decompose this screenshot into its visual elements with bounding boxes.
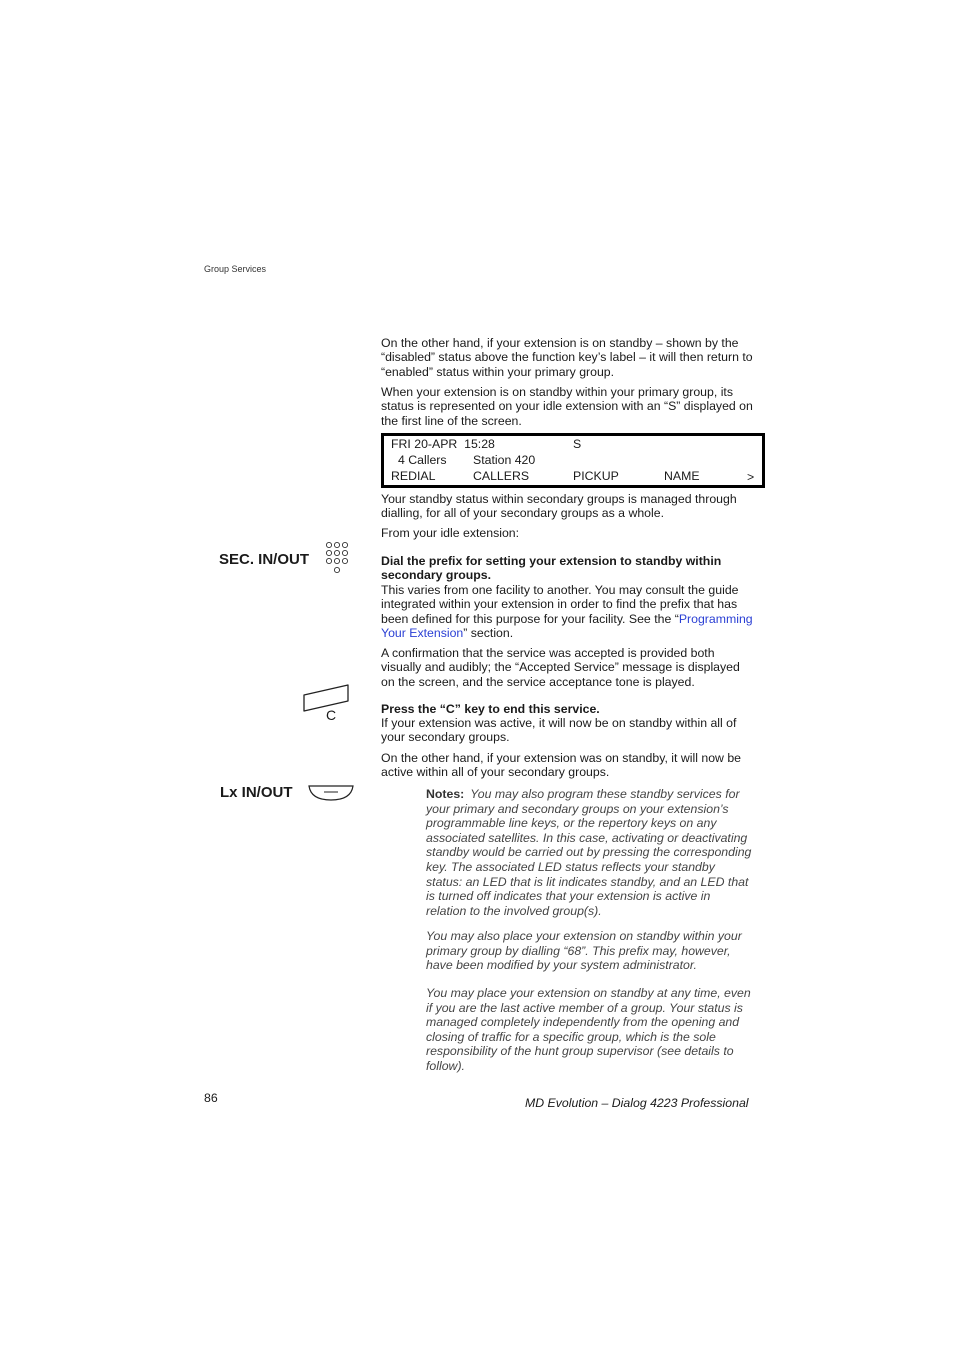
- display-status: S: [573, 437, 582, 451]
- phone-display: [381, 433, 765, 488]
- paragraph-standby-return: On the other hand, if your extension is on standby – shown by the “disabled” status above the function key’s label – it will then return to “enabled” status within your primary group.: [381, 336, 753, 379]
- display-callers: 4 Callers: [398, 453, 447, 467]
- section-header: Group Services: [204, 264, 267, 274]
- notes-label: Notes:: [426, 787, 465, 801]
- softkey-name: NAME: [664, 469, 700, 483]
- paragraph-secondary-groups: Your standby status within secondary groups is managed through dialling, for all of your secondary groups as a whole.: [381, 492, 737, 521]
- note-1: Notes: You may also program these standby services for your primary and secondary groups on your extension’s programmable line keys, or the repertory keys on any associated satellites. In this case, activating or deactivating standby would be carried out by pressing the corresponding key. The associated LED status reflects your standby status: an LED that is lit indicates standby, and an LED that is turned off indicates that your extension is active in relation to the involved group(s).: [426, 787, 752, 918]
- line-key-icon: [307, 783, 355, 803]
- step1-description: This varies from one facility to another. You may consult the guide integrated within your extension in order to find the prefix that has been defined for this purpose for your facility. See the “Programming Your Extension” section.: [381, 583, 753, 641]
- note-2: You may also place your extension on standby within your primary group by dialling “68”. This prefix may, however, have been modified by your system administrator.: [426, 929, 742, 973]
- step1-instruction: Dial the prefix for setting your extension to standby within secondary groups.: [381, 554, 722, 583]
- programming-extension-link[interactable]: Programming Your Extension: [381, 611, 753, 641]
- softkey-more: >: [747, 470, 755, 484]
- display-station: Station 420: [473, 453, 536, 467]
- paragraph-idle: From your idle extension:: [381, 526, 520, 540]
- paragraph-active: On the other hand, if your extension was on standby, it will now be active within all of your secondary groups.: [381, 751, 742, 780]
- keypad-icon: [324, 541, 352, 577]
- sec-in-out-label: SEC. IN/OUT: [219, 551, 310, 568]
- display-date: FRI 20-APR 15:28: [391, 437, 495, 451]
- step2-description: If your extension was active, it will now be on standby within all of your secondary groups.: [381, 716, 737, 745]
- step2-instruction: Press the “C” key to end this service.: [381, 702, 600, 716]
- softkey-pickup: PICKUP: [573, 469, 619, 483]
- page-number: 86: [204, 1091, 218, 1105]
- lx-in-out-label: Lx IN/OUT: [220, 784, 293, 801]
- paragraph-standby-display: When your extension is on standby within your primary group, its status is represented on your idle extension with an “S” displayed on the first line of the screen.: [381, 385, 753, 428]
- c-key-label: C: [326, 707, 337, 723]
- footer-title: MD Evolution – Dialog 4223 Professional: [525, 1096, 749, 1110]
- paragraph-confirmation: A confirmation that the service was accepted is provided both visually and audibly; the “Accepted Service” message is displayed on the screen, and the service acceptance tone is played.: [381, 646, 740, 689]
- softkey-callers: CALLERS: [473, 469, 530, 483]
- softkey-redial: REDIAL: [391, 469, 436, 483]
- note-3: You may place your extension on standby at any time, even if you are the last active member of a group. Your status is managed completely independently from the opening and closing of traffic for a specific group, which is the sole responsibility of the hunt group supervisor (see details to follow).: [426, 986, 751, 1073]
